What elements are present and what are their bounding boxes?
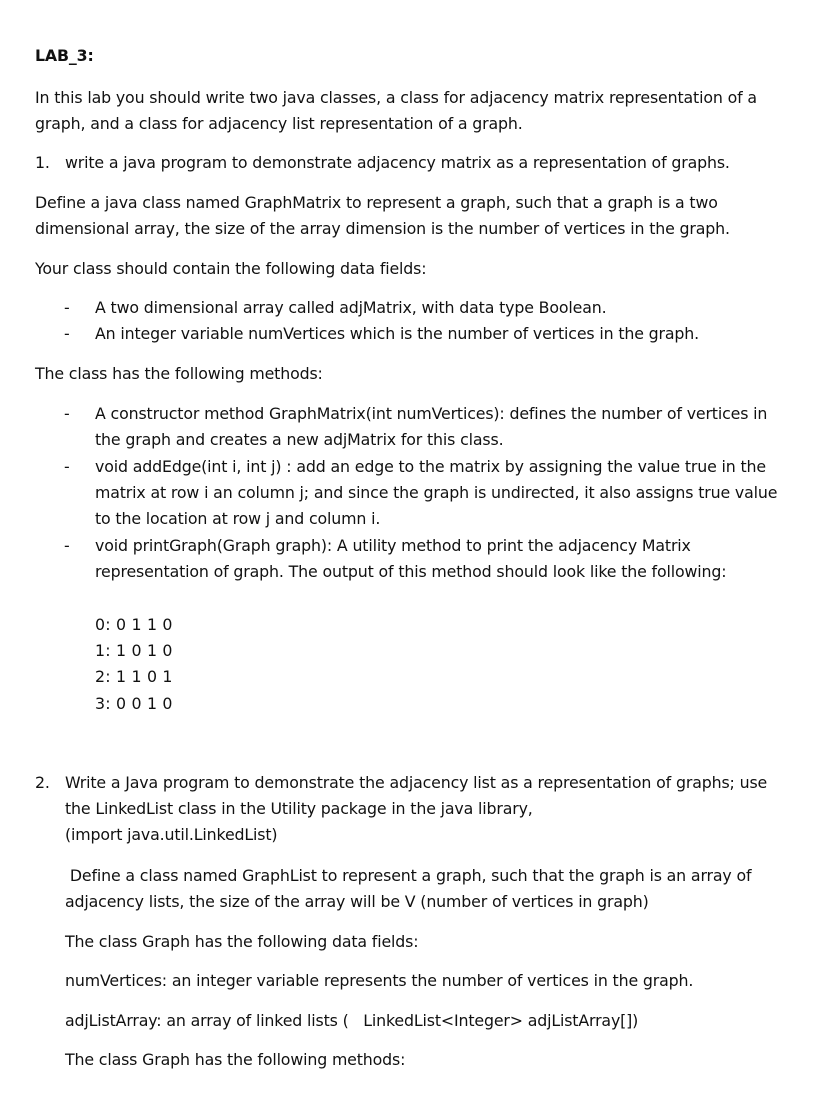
- intro-line-2: graph, and a class for adjacency list representation of a graph.: [35, 114, 523, 133]
- task1-define-line-2: dimensional array, the size of the array dimension is the number of vertices in the graph.: [35, 219, 730, 238]
- bullet-dash: -: [64, 457, 70, 476]
- method-printgraph-line-1: void printGraph(Graph graph): A utility method to print the adjacency Matrix: [95, 536, 691, 555]
- field-item: An integer variable numVertices which is the number of vertices in the graph.: [95, 324, 700, 343]
- task2-methods-intro: The class Graph has the following methods:: [65, 1050, 406, 1069]
- output-row: 1: 1 0 1 0: [95, 641, 173, 660]
- task2-field-adjlistarray: adjListArray: an array of linked lists ( LinkedList<Integer> adjListArray[]): [65, 1011, 639, 1030]
- task1-number: 1.: [35, 153, 50, 172]
- task2-fields-intro: The class Graph has the following data fields:: [65, 932, 419, 951]
- task2-heading-line-2: the LinkedList class in the Utility package in the java library,: [65, 799, 533, 818]
- method-printgraph-line-2: representation of graph. The output of this method should look like the following:: [95, 562, 727, 581]
- task2-heading-line-1: Write a Java program to demonstrate the adjacency list as a representation of graphs; use: [65, 773, 768, 792]
- method-addedge-line-1: void addEdge(int i, int j) : add an edge to the matrix by assigning the value true in the: [95, 457, 766, 476]
- task1-heading: write a java program to demonstrate adjacency matrix as a representation of graphs.: [65, 153, 730, 172]
- intro-line-1: In this lab you should write two java classes, a class for adjacency matrix representation of a: [35, 88, 757, 107]
- field-item: A two dimensional array called adjMatrix, with data type Boolean.: [95, 298, 607, 317]
- bullet-dash: -: [64, 404, 70, 423]
- task1-methods-intro: The class has the following methods:: [35, 364, 323, 383]
- task1-fields-intro: Your class should contain the following data fields:: [35, 259, 427, 278]
- bullet-dash: -: [64, 298, 70, 317]
- method-constructor-line-2: the graph and creates a new adjMatrix for this class.: [95, 430, 504, 449]
- bullet-dash: -: [64, 324, 70, 343]
- output-row: 0: 0 1 1 0: [95, 615, 173, 634]
- task2-field-numvertices: numVertices: an integer variable represents the number of vertices in the graph.: [65, 971, 694, 990]
- method-addedge-line-3: to the location at row j and column i.: [95, 509, 381, 528]
- output-row: 3: 0 0 1 0: [95, 694, 173, 713]
- bullet-dash: -: [64, 536, 70, 555]
- task1-define-line-1: Define a java class named GraphMatrix to represent a graph, such that a graph is a two: [35, 193, 718, 212]
- method-constructor-line-1: A constructor method GraphMatrix(int numVertices): defines the number of vertices in: [95, 404, 768, 423]
- task2-heading-line-3: (import java.util.LinkedList): [65, 825, 278, 844]
- task2-define-line-1: Define a class named GraphList to represent a graph, such that the graph is an array of: [65, 866, 752, 885]
- output-row: 2: 1 1 0 1: [95, 667, 173, 686]
- lab-title: LAB_3:: [35, 46, 94, 65]
- task2-number: 2.: [35, 773, 50, 792]
- task2-define-line-2: adjacency lists, the size of the array will be V (number of vertices in graph): [65, 892, 649, 911]
- method-addedge-line-2: matrix at row i an column j; and since the graph is undirected, it also assigns true value: [95, 483, 778, 502]
